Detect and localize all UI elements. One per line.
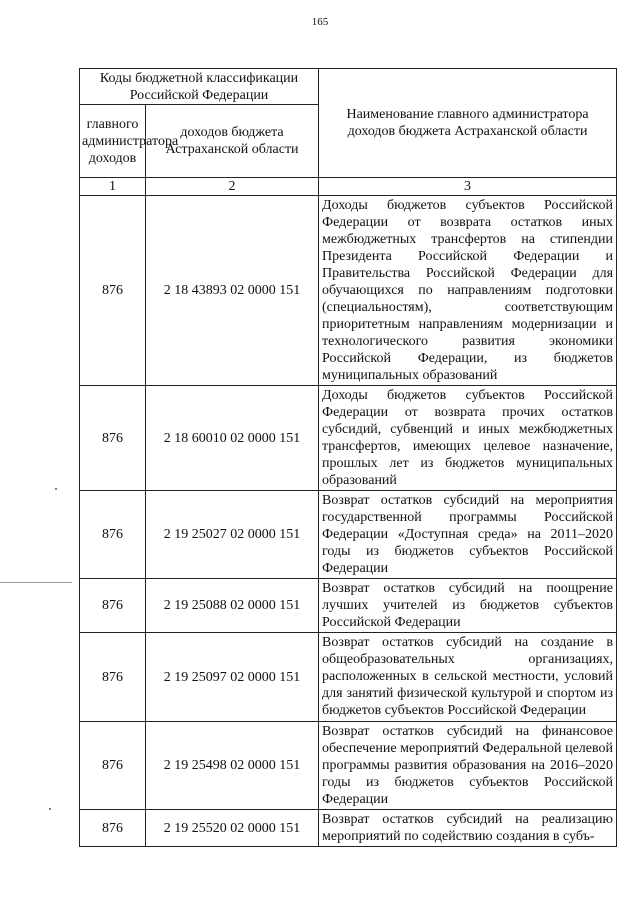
income-code-cell: 2 19 25088 02 0000 151 xyxy=(146,579,319,633)
income-code-cell: 2 19 25097 02 0000 151 xyxy=(146,633,319,722)
header-name-column: Наименование главного администратора доходов бюджета Астраханской области xyxy=(319,69,617,178)
income-code-cell: 2 18 43893 02 0000 151 xyxy=(146,196,319,386)
table-row xyxy=(80,810,617,847)
admin-code-cell: 876 xyxy=(80,491,146,579)
admin-code-cell: 876 xyxy=(80,579,146,633)
admin-code-cell: 876 xyxy=(80,810,146,847)
table-row xyxy=(80,196,617,386)
table-row xyxy=(80,386,617,491)
header-number-2: 2 xyxy=(146,178,319,196)
income-code-cell: 2 19 25520 02 0000 151 xyxy=(146,810,319,847)
income-code-cell: 2 19 25498 02 0000 151 xyxy=(146,722,319,810)
scan-artifact-line xyxy=(0,582,72,583)
header-group-title: Коды бюджетной классификации Российской Федерации xyxy=(80,69,319,105)
income-name-cell: Возврат остатков субсидий на реализацию мероприятий по содействию создания в субъ- xyxy=(319,810,617,847)
scan-artifact-dot xyxy=(55,488,57,490)
income-name-cell: Возврат остатков субсидий на поощрение лучших учителей из бюджетов субъектов Российской Федерации xyxy=(319,579,617,633)
table-row xyxy=(80,633,617,722)
income-code-cell: 2 18 60010 02 0000 151 xyxy=(146,386,319,491)
header-number-3: 3 xyxy=(319,178,617,196)
page-number: 165 xyxy=(311,16,329,28)
income-name-cell: Возврат остатков субсидий на создание в общеобразовательных организациях, расположенных в сельской местности, условий для занятий физической культурой и спортом из бюджетов субъектов Российской Федерации xyxy=(319,633,617,722)
admin-code-cell: 876 xyxy=(80,722,146,810)
income-code-cell: 2 19 25027 02 0000 151 xyxy=(146,491,319,579)
header-admin-column: главного администратора доходов xyxy=(80,105,146,178)
income-name-cell: Доходы бюджетов субъектов Российской Федерации от возврата остатков иных межбюджетных трансфертов на стипендии Президента Российской Федерации и Правительства Российской Федерации для обучающихся по направлениям подготовки (специальностям), соответствующим приоритетным направлениям модернизации и технологического развития экономики Российской Федерации, из бюджетов муниципальных образований xyxy=(319,196,617,386)
admin-code-cell: 876 xyxy=(80,196,146,386)
table-row xyxy=(80,722,617,810)
income-name-cell: Возврат остатков субсидий на финансовое обеспечение мероприятий Федеральной целевой программы развития образования на 2016–2020 годы из бюджетов субъектов Российской Федерации xyxy=(319,722,617,810)
admin-code-cell: 876 xyxy=(80,633,146,722)
admin-code-cell: 876 xyxy=(80,386,146,491)
scan-artifact-dot xyxy=(49,808,51,810)
table-row xyxy=(80,579,617,633)
header-income-column: доходов бюджета Астраханской области xyxy=(146,105,319,178)
table-row xyxy=(80,491,617,579)
header-number-1: 1 xyxy=(80,178,146,196)
income-name-cell: Доходы бюджетов субъектов Российской Федерации от возврата прочих остатков субсидий, субвенций и иных межбюджетных трансфертов, имеющих целевое назначение, прошлых лет из бюджетов муниципальных образований xyxy=(319,386,617,491)
budget-classification-table xyxy=(79,68,617,847)
income-name-cell: Возврат остатков субсидий на мероприятия государственной программы Российской Федерации «Доступная среда» на 2011–2020 годы из бюджетов субъектов Российской Федерации xyxy=(319,491,617,579)
